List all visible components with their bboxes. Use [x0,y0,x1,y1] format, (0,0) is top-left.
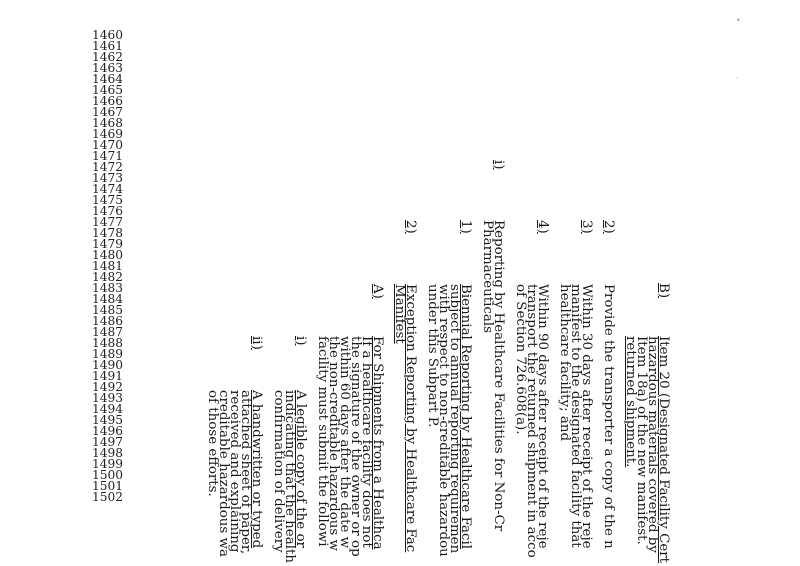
line-number: 1477 [92,215,124,229]
body-line: under this Subpart P. [425,284,440,428]
line-number: 1497 [92,435,124,449]
body-line: transport the returned shipment in acco [524,284,539,558]
body-line: facility must submit the followi [315,336,330,547]
line-number: 1483 [92,281,124,295]
line-number: 1482 [92,270,124,284]
body-line: confirmation of delivery [271,390,286,553]
line-number: 1474 [92,182,124,196]
body-line: Item 18a) of the new manifest. [634,336,649,545]
line-number-column [92,28,124,504]
scan-speck-2: · [736,74,739,83]
line-number: 1484 [92,292,124,306]
line-number: 1461 [92,39,124,53]
line-number: 1486 [92,314,124,328]
line-number: 1475 [92,193,124,207]
item-marker-2: 2) [601,220,616,234]
scan-speck-1: • [736,16,741,25]
line-number: 1465 [92,83,124,97]
line-number: 1491 [92,369,124,383]
line-number: 1485 [92,303,124,317]
line-number: 1501 [92,479,124,493]
body-line: manifest to the designated facility that [568,284,583,548]
body-line: Within 90 days after receipt of the reje [535,284,550,549]
line-number: 1481 [92,259,124,273]
item-marker-1: 1) [458,220,473,234]
body-line: the non-creditable hazardous w [326,336,341,551]
line-number: 1495 [92,413,124,427]
body-line: Item 20 (Designated Facility Cert [656,336,671,564]
section-heading-line: Reporting by Healthcare Facilities for Non-Cr [491,220,506,532]
line-number: 1480 [92,248,124,262]
body-line: Exception Reporting by Healthcare Fac [403,284,418,553]
line-number: 1479 [92,237,124,251]
item-marker-ii-sub: ii) [249,336,264,350]
body-line: Biennial Reporting by Healthcare Facil [458,284,473,550]
body-line: subject to annual reporting requiremen [447,284,462,554]
body-line: creditable hazardous wa [216,390,231,557]
item-marker-2b: 2) [403,220,418,234]
line-number: 1496 [92,424,124,438]
line-number: 1500 [92,468,124,482]
item-marker-b: B) [656,283,671,299]
section-marker-i: i) [491,160,506,170]
line-number: 1469 [92,127,124,141]
line-number: 1463 [92,61,124,75]
line-number: 1473 [92,171,124,185]
line-number: 1489 [92,347,124,361]
body-line: A legible copy of the or [293,390,308,548]
section-heading-line: Pharmaceuticals [480,220,495,334]
item-marker-i-sub: i) [293,336,308,346]
line-number: 1494 [92,402,124,416]
line-number: 1471 [92,149,124,163]
line-number: 1476 [92,204,124,218]
body-line: healthcare facility; and [557,284,572,442]
item-marker-3: 3) [579,220,594,234]
item-marker-A: A) [370,284,385,299]
line-number: 1470 [92,138,124,152]
body-line: within 60 days after the date w [337,336,352,549]
line-number: 1490 [92,358,124,372]
body-line: attached sheet of paper, [238,390,253,555]
line-number: 1467 [92,105,124,119]
line-number: 1472 [92,160,124,174]
body-line: indicating that the health [282,390,297,563]
item-marker-4: 4) [535,220,550,234]
line-number: 1478 [92,226,124,240]
body-line: If a healthcare facility does not [359,336,374,548]
body-line: received and explaining [227,390,242,553]
body-line: of those efforts. [205,390,220,497]
line-number: 1460 [92,28,124,42]
body-line: hazardous materials covered by [645,336,660,553]
line-number: 1464 [92,72,124,86]
line-number: 1493 [92,391,124,405]
body-line: returned shipment. [623,336,638,468]
body-line: Within 30 days after receipt of the reje [579,284,594,549]
line-number: 1502 [92,490,124,504]
line-number: 1466 [92,94,124,108]
body-line: Provide the transporter a copy of the n [601,284,616,549]
body-line: with respect to non-creditable hazardou [436,284,451,557]
line-number: 1492 [92,380,124,394]
line-number: 1488 [92,336,124,350]
line-number: 1499 [92,457,124,471]
body-line: of Section 726.608(a). [513,284,528,435]
body-line: Manifest [392,284,407,344]
body-line: the signature of the owner or op [348,336,363,557]
line-number: 1468 [92,116,124,130]
line-number: 1498 [92,446,124,460]
body-line: A handwritten or typed [249,390,264,549]
line-number: 1462 [92,50,124,64]
line-number: 1487 [92,325,124,339]
body-line: For Shipments from a Healthca [370,336,385,550]
